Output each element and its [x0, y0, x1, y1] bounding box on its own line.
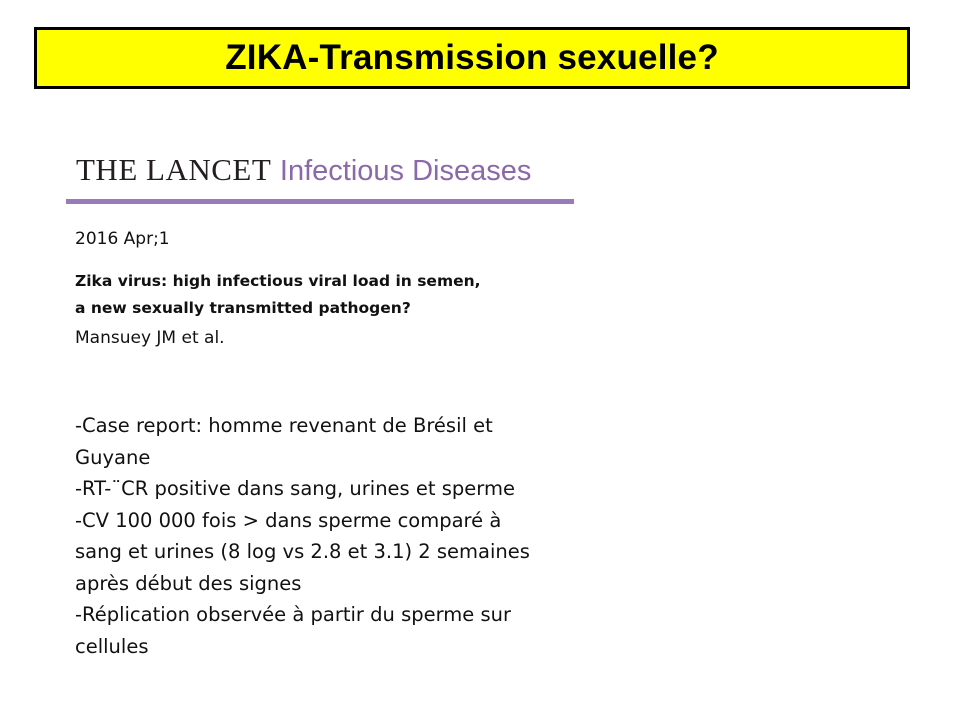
slide-title: ZIKA-Transmission sexuelle? — [225, 38, 719, 77]
article-title-line-1: Zika virus: high infectious viral load in semen, — [75, 272, 481, 290]
journal-name: THE LANCET — [76, 152, 272, 187]
publication-date: 2016 Apr;1 — [75, 229, 170, 249]
journal-logo — [76, 150, 531, 191]
bullet-list — [75, 410, 550, 662]
slide-title-box — [34, 27, 910, 89]
bullet-item: -Case report: homme revenant de Brésil et Guyane — [75, 414, 493, 469]
article-authors: Mansuey JM et al. — [75, 328, 225, 348]
article-title — [75, 268, 481, 322]
journal-subtitle: Infectious Diseases — [279, 155, 532, 187]
bullet-item: -RT-¨CR positive dans sang, urines et sperme — [75, 477, 515, 500]
bullet-item: -Réplication observée à partir du sperme sur cellules — [75, 603, 511, 658]
bullet-item: -CV 100 000 fois > dans sperme comparé à sang et urines (8 log vs 2.8 et 3.1) 2 semaines après début des signes — [75, 508, 530, 595]
article-title-line-2: a new sexually transmitted pathogen? — [75, 299, 411, 317]
journal-logo-underline — [66, 199, 574, 204]
